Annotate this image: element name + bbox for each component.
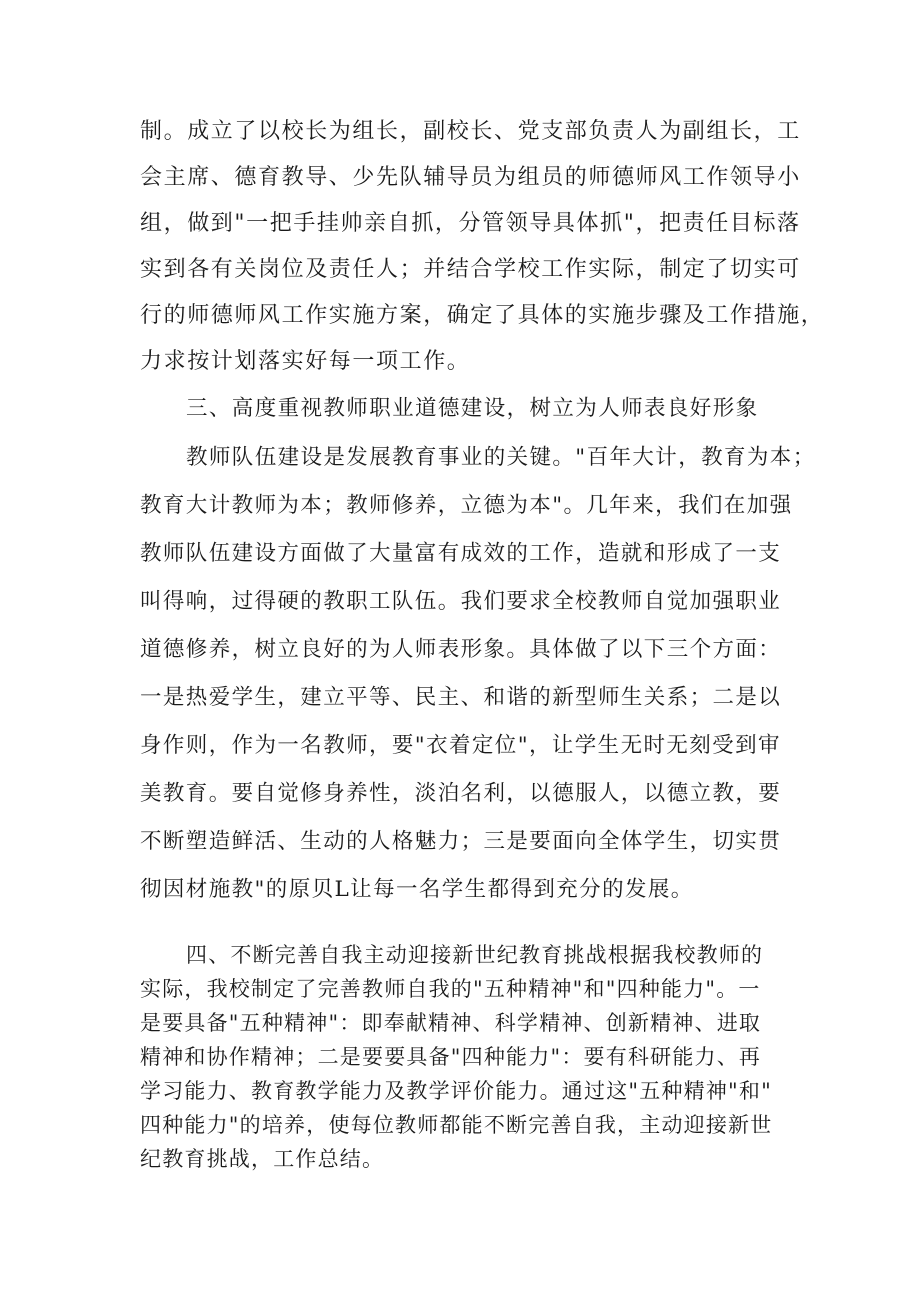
text-line: 教育大计教师为本；教师修养，立德为本"。几年来，我们在加强 [140, 493, 793, 518]
text-line: 学习能力、教育教学能力及教学评价能力。通过这"五种精神"和" [140, 1079, 772, 1103]
text-line: 四种能力"的培养，使每位教师都能不断完善自我，主动迎接新世 [140, 1113, 773, 1137]
text-line: 制。成立了以校长为组长，副校长、党支部负责人为副组长，工 [140, 119, 801, 144]
text-line: 不断塑造鲜活、生动的人格魅力；三是要面向全体学生，切实贯 [140, 829, 782, 854]
text-line: 身作则，作为一名教师，要"衣着定位"，让学生无时无刻受到审 [140, 733, 781, 758]
text-line: 教师队伍建设是发展教育事业的关键。"百年大计，教育为本； [186, 445, 816, 470]
text-line: 彻因材施教"的原贝L让每一名学生都得到充分的发展。 [140, 877, 694, 902]
text-line: 一是热爱学生，建立平等、民主、和谐的新型师生关系；二是以 [140, 685, 782, 710]
text-line: 教师队伍建设方面做了大量富有成效的工作，造就和形成了一支 [140, 541, 782, 566]
text-line: 组，做到"一把手挂帅亲自抓，分管领导具体抓"，把责任目标落 [140, 211, 801, 236]
text-line: 会主席、德育教导、少先队辅导员为组员的师德师风工作领导小 [140, 165, 801, 190]
text-line: 力求按计划落实好每一项工作。 [140, 349, 471, 374]
text-line: 叫得响，过得硬的教职工队伍。我们要求全校教师自觉加强职业 [140, 589, 782, 614]
section-heading: 三、高度重视教师职业道德建设，树立为人师表良好形象 [186, 396, 759, 421]
text-line: 精神和协作精神；二是要要具备"四种能力"：要有科研能力、再 [140, 1045, 762, 1069]
text-line: 纪教育挑战，工作总结。 [140, 1147, 385, 1171]
text-line: 道德修养，树立良好的为人师表形象。具体做了以下三个方面： [140, 637, 782, 662]
text-line: 是要具备"五种精神"：即奉献精神、科学精神、创新精神、进取 [140, 1011, 762, 1035]
section-heading-line: 四、不断完善自我主动迎接新世纪教育挑战根据我校教师的 [186, 943, 764, 967]
text-line: 实到各有关岗位及责任人；并结合学校工作实际，制定了切实可 [140, 257, 801, 282]
text-line: 美教育。要自觉修身养性，淡泊名利，以德服人，以德立教，要 [140, 781, 782, 806]
text-line: 行的师德师风工作实施方案，确定了具体的实施步骤及工作措施， [140, 303, 825, 328]
text-line: 实际，我校制定了完善教师自我的"五种精神"和"四种能力"。一 [140, 977, 761, 1001]
